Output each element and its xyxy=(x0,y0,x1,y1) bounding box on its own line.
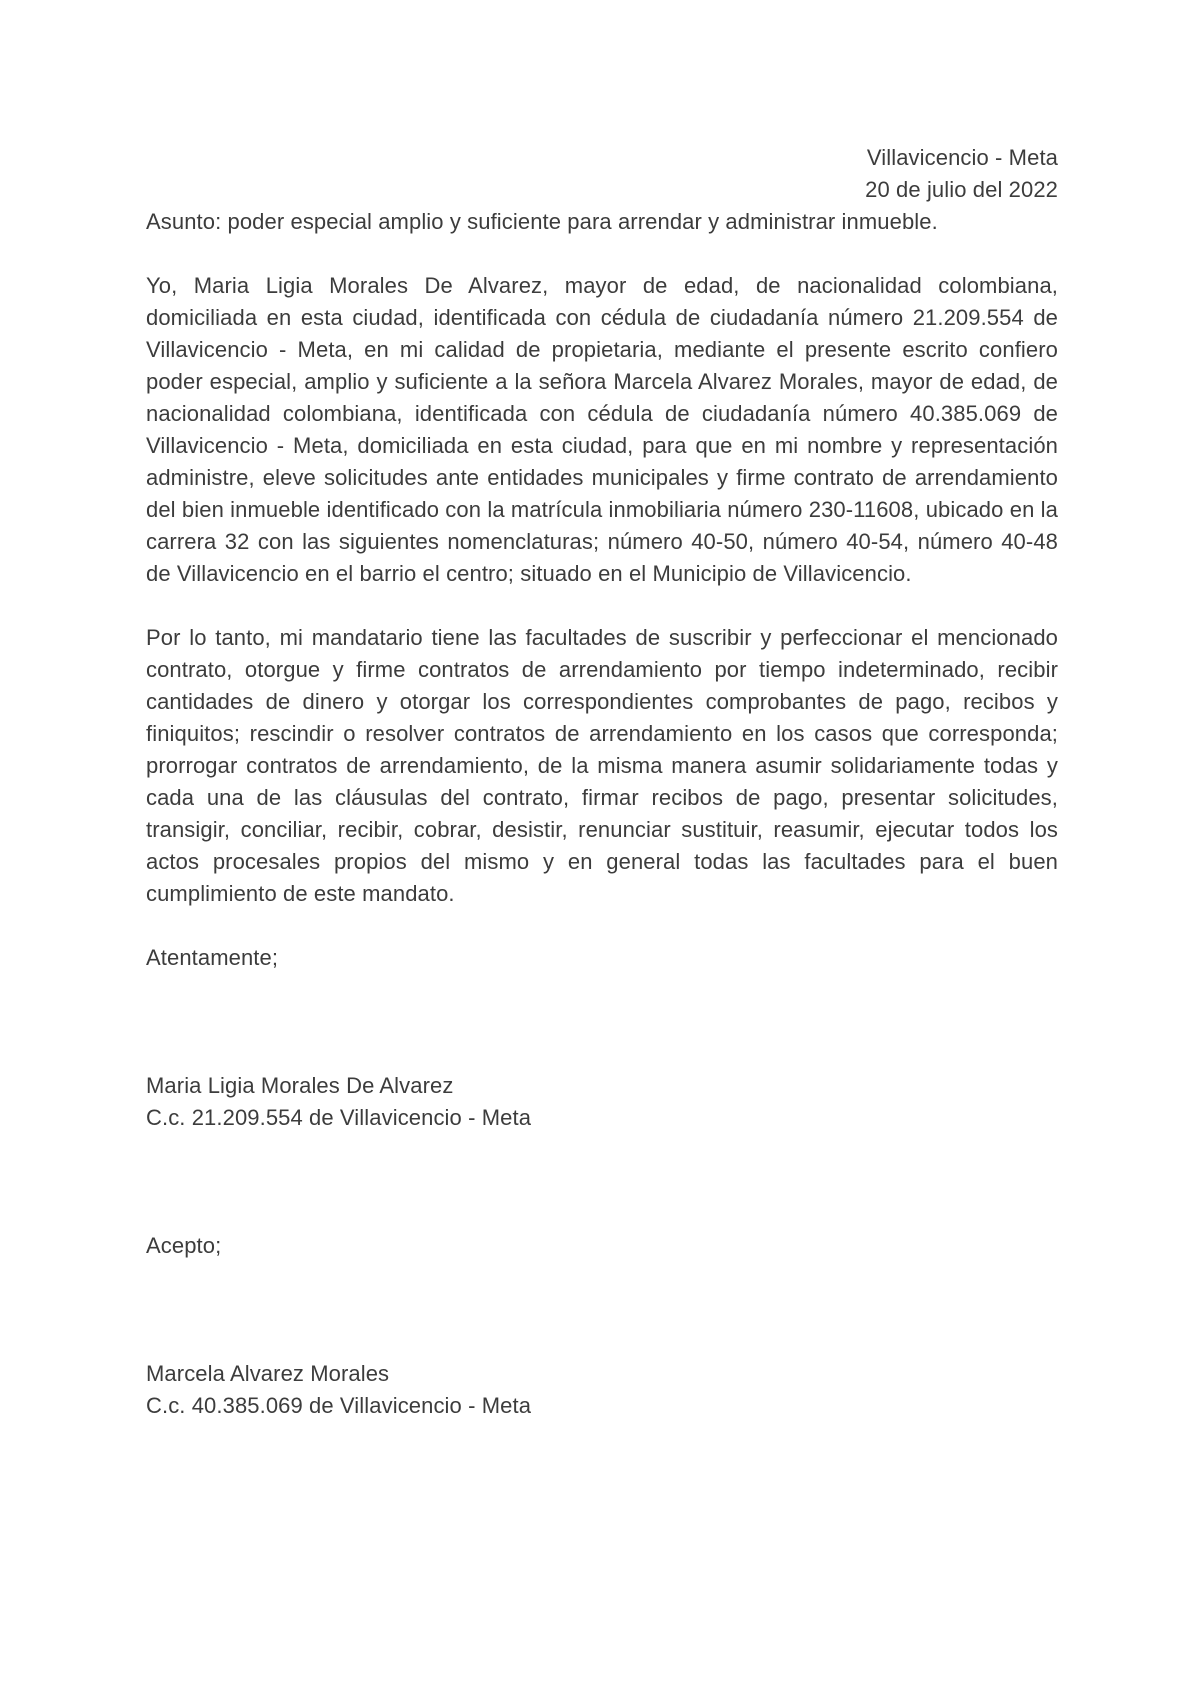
letter-header xyxy=(146,142,1058,206)
attorney-name: Marcela Alvarez Morales xyxy=(146,1361,390,1386)
grantor-name: Maria Ligia Morales De Alvarez xyxy=(146,1073,454,1098)
attorney-id: C.c. 40.385.069 de Villavicencio - Meta xyxy=(146,1393,532,1418)
paragraph-powers: Por lo tanto, mi mandatario tiene las facultades de suscribir y perfeccionar el mencionado contrato, otorgue y firme contratos de arrendamiento por tiempo indeterminado, recibir cantidades de dinero y otorgar los correspondientes comprobantes de pago, recibos y finiquitos; rescindir o resolver contratos de arrendamiento en los casos que corresponda; prorrogar contratos de arrendamiento, de la misma manera asumir solidariamente todas y cada una de las cláusulas del contrato, firmar recibos de pago, presentar solicitudes, transigir, conciliar, recibir, cobrar, desistir, renunciar sustituir, reasumir, ejecutar todos los actos procesales propios del mismo y en general todas las facultades para el buen cumplimiento de este mandato. xyxy=(146,625,1058,906)
date-line: 20 de julio del 2022 xyxy=(865,177,1058,202)
subject-line: Asunto: poder especial amplio y suficiente para arrendar y administrar inmueble. xyxy=(146,209,938,234)
grantor-id: C.c. 21.209.554 de Villavicencio - Meta xyxy=(146,1105,532,1130)
paragraph-grant: Yo, Maria Ligia Morales De Alvarez, mayor de edad, de nacionalidad colombiana, domiciliada en esta ciudad, identificada con cédula de ciudadanía número 21.209.554 de Villavicencio - Meta, en mi calidad de propietaria, mediante el presente escrito confiero poder especial, amplio y suficiente a la señora Marcela Alvarez Morales, mayor de edad, de nacionalidad colombiana, identificada con cédula de ciudadanía número 40.385.069 de Villavicencio - Meta, domiciliada en esta ciudad, para que en mi nombre y representación administre, eleve solicitudes ante entidades municipales y firme contrato de arrendamiento del bien inmueble identificado con la matrícula inmobiliaria número 230-11608, ubicado en la carrera 32 con las siguientes nomenclaturas; número 40-50, número 40-54, número 40-48 de Villavicencio en el barrio el centro; situado en el Municipio de Villavicencio. xyxy=(146,273,1058,586)
grantor-signature-block xyxy=(146,1070,1058,1134)
place-line: Villavicencio - Meta xyxy=(866,145,1058,170)
acceptance-line: Acepto; xyxy=(146,1233,222,1258)
attorney-signature-block xyxy=(146,1358,1058,1422)
closing-line: Atentamente; xyxy=(146,945,279,970)
letter-body xyxy=(146,142,1058,1422)
